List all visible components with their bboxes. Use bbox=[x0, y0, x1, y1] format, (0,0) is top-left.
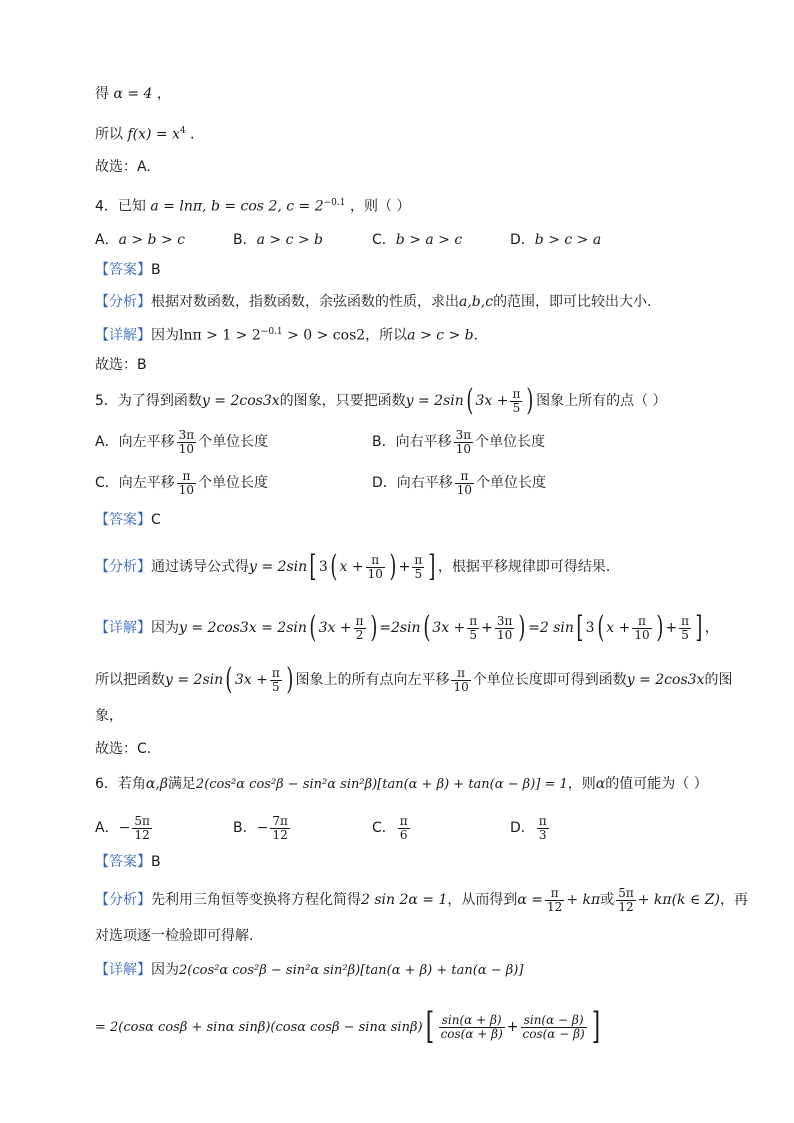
analysis-line-2: 对选项逐一检验即可得解. bbox=[95, 928, 254, 944]
option-d: D． $\frac{\pi}{3}$ bbox=[510, 813, 547, 842]
detail-tag: 【详解】 bbox=[95, 327, 151, 344]
detail-line: 【详解】因为2(cos²α cos²β − sin²α sin²β)[tan(α + β) + tan(α − β)] bbox=[95, 962, 524, 978]
answer-line: 【答案】B bbox=[95, 854, 161, 870]
math: α = 4 bbox=[113, 86, 153, 102]
detail-tag: 【详解】 bbox=[95, 962, 151, 978]
option-a: A．向左平移 $\frac{3\pi}{10}$ 个单位长度 bbox=[95, 427, 269, 456]
detail-line-2: 所以把函数y = 2sin( 3x + $\frac{\pi}{5}$ ) 图象上的所有点向左平移 $\frac{\pi}{10}$ 个单位长度即可得到函数y = 2cos3x的图 bbox=[95, 662, 733, 697]
question-4-stem: 4．已知 a = lnπ, b = cos 2, $c = 2^{-0.1}$ ，则（ ） bbox=[95, 198, 411, 215]
question-5-stem: 5．为了得到函数y = 2cos3x的图象，只要把函数y = 2sin( 3x + $\frac{\pi}{5}$ ) 图象上所有的点（ ） bbox=[95, 383, 667, 418]
answer-tag: 【答案】 bbox=[95, 854, 151, 870]
analysis-tag: 【分析】 bbox=[95, 892, 151, 908]
option-d: D．b > c > a bbox=[510, 232, 602, 248]
detail-line: 【详解】因为$\ln\pi > 1 > 2^{-0.1} > 0 > \cos 2$，所以a > c > b． bbox=[95, 327, 488, 344]
analysis-tag: 【分析】 bbox=[95, 294, 151, 310]
text-line: 得 α = 4 ， bbox=[95, 86, 171, 102]
detail-line-2: = 2(cosα cosβ + sinα sinβ)(cosα cosβ − sinα sinβ)[ $\frac{\sin(\alpha + \beta)}{\cos(\alpha + \beta)}$ + $\frac{\sin(\alpha - \beta)}{\cos(\alpha - \beta)}$ ] bbox=[95, 1006, 600, 1047]
analysis-tag: 【分析】 bbox=[95, 559, 151, 575]
option-c: C．b > a > c bbox=[372, 232, 463, 248]
option-b: B．向右平移 $\frac{3\pi}{10}$ 个单位长度 bbox=[372, 427, 546, 456]
option-b: B．a > c > b bbox=[233, 232, 324, 248]
option-a: A．− $\frac{5\pi}{12}$ bbox=[95, 813, 150, 842]
question-6-stem: 6．若角α,β满足2(cos²α cos²β − sin²α sin²β)[tan(α + β) + tan(α − β)] = 1，则α的值可能为（ ） bbox=[95, 776, 708, 792]
detail-line: 【详解】因为y = 2cos3x = 2sin( 3x + $\frac{\pi}{2}$ ) =2sin( 3x + $\frac{\pi}{5}$ + $\frac{3\pi}{10}$ ) =2 sin[ 3( x + $\frac{\pi}{10}$ ) + $\frac{\pi}{5}$ ] ， bbox=[95, 610, 719, 645]
option-c: C．向左平移 $\frac{\pi}{10}$ 个单位长度 bbox=[95, 468, 269, 497]
choice-line: 故选：B bbox=[95, 357, 147, 373]
option-d: D．向右平移 $\frac{\pi}{10}$ 个单位长度 bbox=[372, 468, 547, 497]
choice-line: 故选：C. bbox=[95, 741, 152, 757]
text-line: 所以 $f(x) = x^4$ ． bbox=[95, 126, 205, 143]
option-c: C． $\frac{\pi}{6}$ bbox=[372, 813, 408, 842]
option-b: B．− $\frac{7\pi}{12}$ bbox=[233, 813, 288, 842]
detail-line-3: 象， bbox=[95, 708, 123, 724]
answer-tag: 【答案】 bbox=[95, 512, 151, 528]
answer-tag: 【答案】 bbox=[95, 262, 151, 278]
analysis-line: 【分析】先利用三角恒等变换将方程化简得2 sin 2α = 1，从而得到α = $\frac{\pi}{12}$ + kπ或 $\frac{5\pi}{12}$ + kπ(k ∈ Z)，再 bbox=[95, 885, 748, 914]
choice-line: 故选：A. bbox=[95, 159, 151, 175]
analysis-line: 【分析】根据对数函数，指数函数，余弦函数的性质，求出a,b,c的范围，即可比较出大小. bbox=[95, 294, 652, 310]
math: f(x) = x bbox=[127, 126, 180, 143]
answer-line: 【答案】C bbox=[95, 512, 161, 528]
answer-line: 【答案】B bbox=[95, 262, 161, 278]
analysis-line: 【分析】通过诱导公式得y = 2sin[ 3( x + $\frac{\pi}{10}$ ) + $\frac{\pi}{5}$ ] ，根据平移规律即可得结果. bbox=[95, 549, 611, 584]
option-a: A．a > b > c bbox=[95, 232, 185, 248]
detail-tag: 【详解】 bbox=[95, 620, 151, 636]
